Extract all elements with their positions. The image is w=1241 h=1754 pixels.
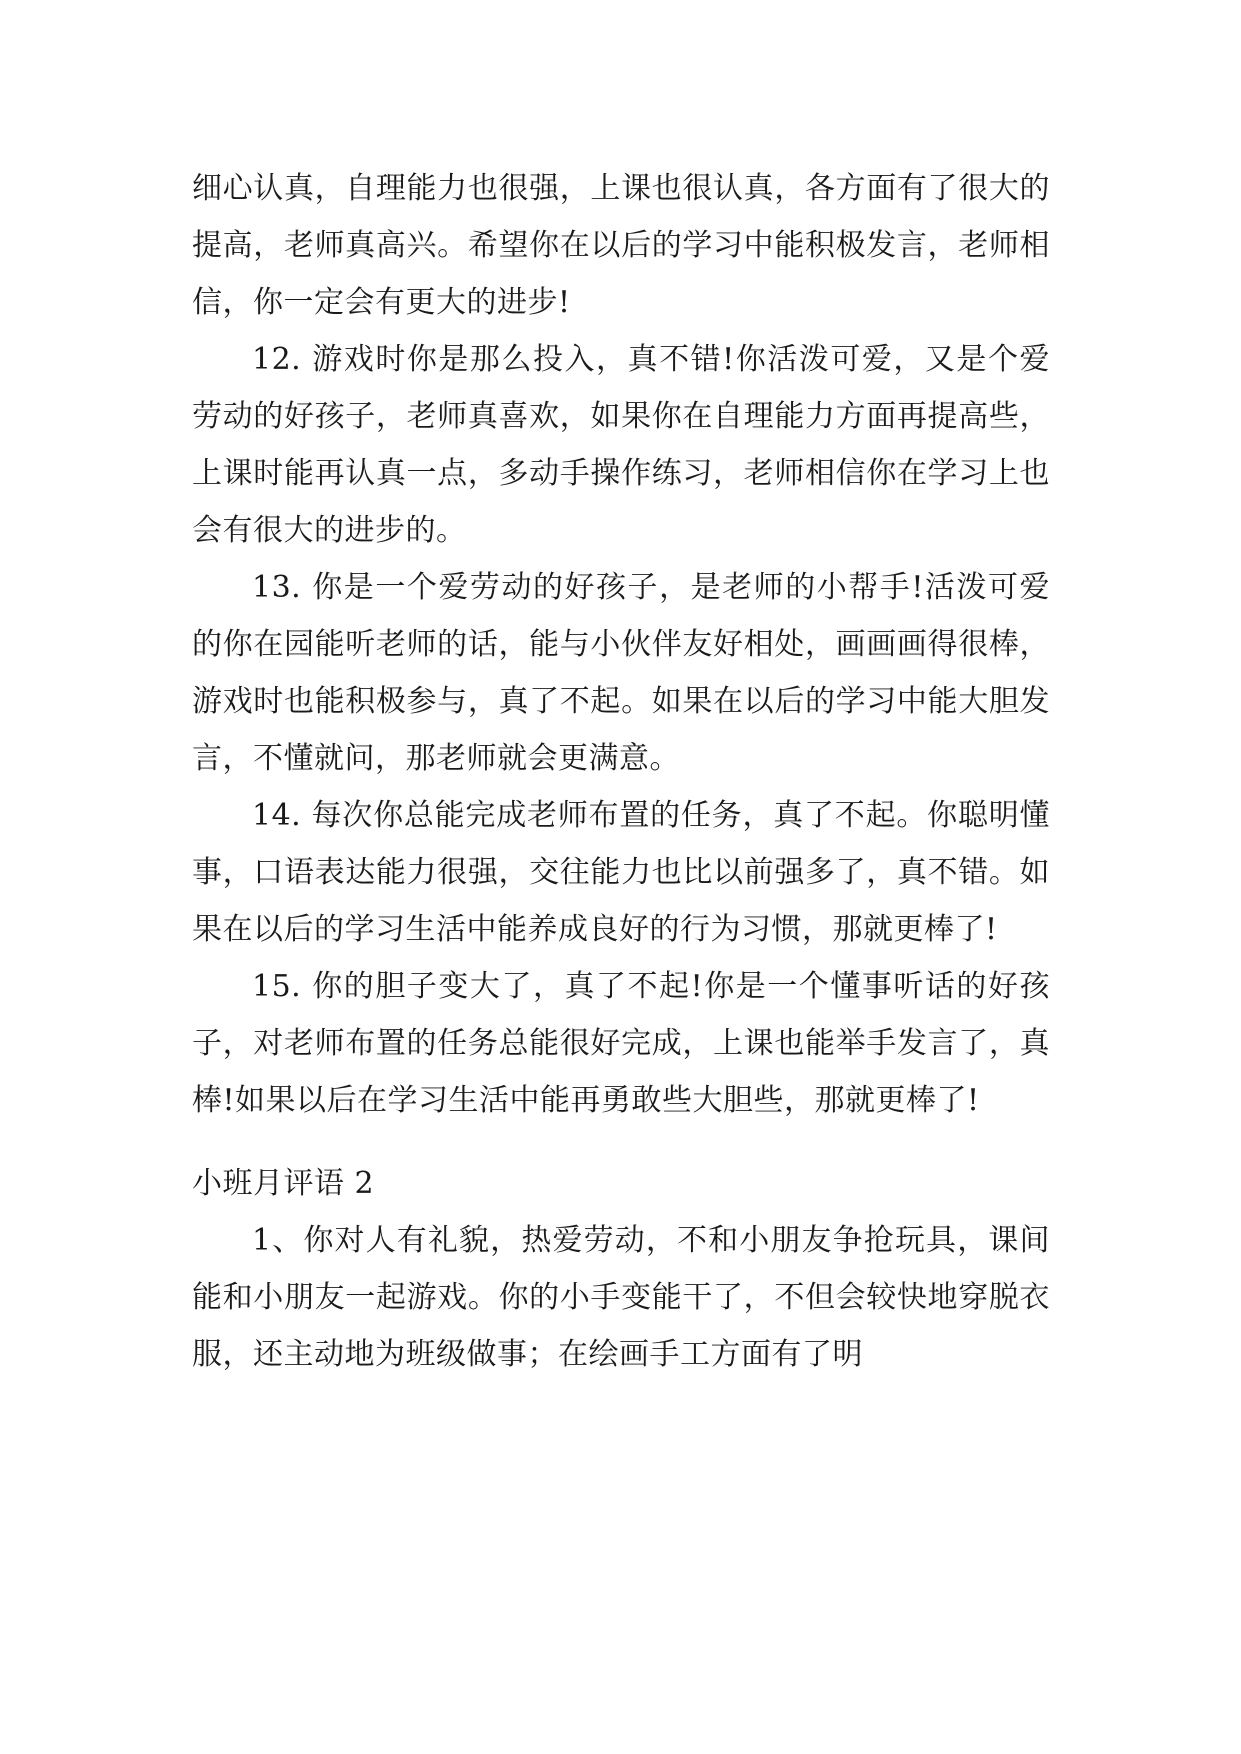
paragraph-item-13: 13. 你是一个爱劳动的好孩子，是老师的小帮手!活泼可爱的你在园能听老师的话，能与小伙伴友好相处，画画画得很棒，游戏时也能积极参与，真了不起。如果在以后的学习中能大胆发言，不懂就问，那老师就会更满意。 (192, 570, 1050, 776)
paragraph-item-1: 1、你对人有礼貌，热爱劳动，不和小朋友争抢玩具，课间能和小朋友一起游戏。你的小手变能干了，不但会较快地穿脱衣服，还主动地为班级做事；在绘画手工方面有了明 (192, 1223, 1050, 1372)
paragraph-item-12: 12. 游戏时你是那么投入，真不错!你活泼可爱，又是个爱劳动的好孩子，老师真喜欢，如果你在自理能力方面再提高些，上课时能再认真一点，多动手操作练习，老师相信你在学习上也会有很大的进步的。 (192, 342, 1050, 548)
paragraph-continuation: 细心认真，自理能力也很强，上课也很认真，各方面有了很大的提高，老师真高兴。希望你在以后的学习中能积极发言，老师相信，你一定会有更大的进步! (192, 171, 1050, 320)
paragraph-item-14: 14. 每次你总能完成老师布置的任务，真了不起。你聪明懂事，口语表达能力很强，交往能力也比以前强多了，真不错。如果在以后的学习生活中能养成良好的行为习惯，那就更棒了! (192, 798, 1050, 947)
section-heading: 小班月评语 2 (192, 1166, 375, 1201)
paragraph-item-15: 15. 你的胆子变大了，真了不起!你是一个懂事听话的好孩子，对老师布置的任务总能很好完成，上课也能举手发言了，真棒!如果以后在学习生活中能再勇敢些大胆些，那就更棒了! (192, 969, 1050, 1118)
document-body (192, 160, 1050, 1383)
